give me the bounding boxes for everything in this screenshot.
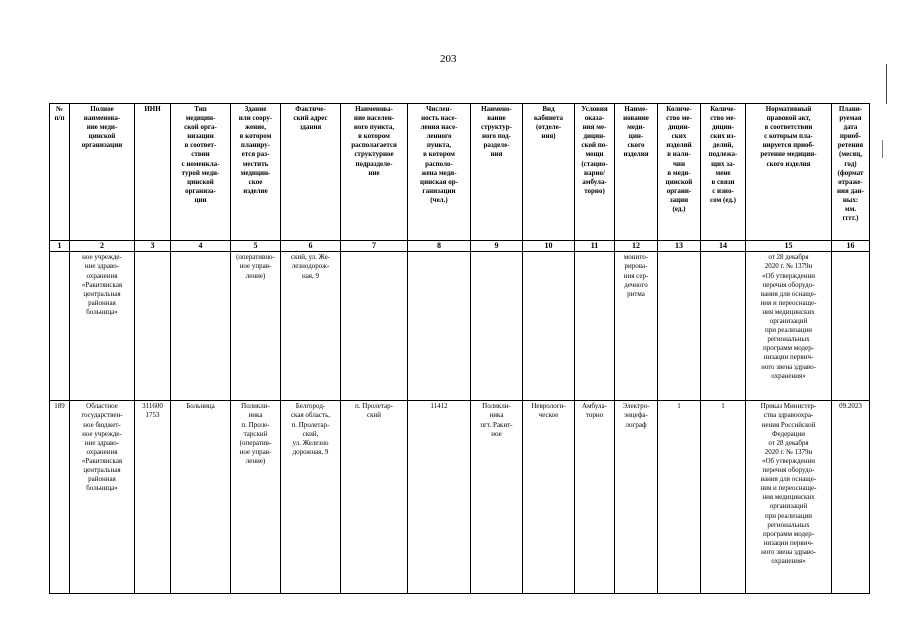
column-number: 16 xyxy=(832,241,870,252)
table-cell xyxy=(575,252,615,401)
table-cell xyxy=(341,252,408,401)
table-cell: ский, ул. Же- лезнодорож- ная, 9 xyxy=(281,252,341,401)
column-number: 8 xyxy=(408,241,471,252)
table-cell xyxy=(408,252,471,401)
column-number-row xyxy=(50,241,870,252)
table-cell: Поликли- ника пгт. Ракит- ное xyxy=(471,401,523,594)
scan-edge-mark xyxy=(886,64,887,104)
table-cell: 311600 1753 xyxy=(135,401,171,594)
column-number: 6 xyxy=(281,241,341,252)
table-cell xyxy=(832,252,870,401)
table-cell: монито- рирова- ния сер- дечного ритма xyxy=(615,252,658,401)
header-cell: Здание или соору- жение, в котором планиру- ется раз- местить медицин- ское изделие xyxy=(231,104,281,241)
table-cell: 11412 xyxy=(408,401,471,594)
column-number: 5 xyxy=(231,241,281,252)
column-number: 1 xyxy=(50,241,70,252)
table-cell: (оперативно- ное управ- ление) xyxy=(231,252,281,401)
table-cell: 189 xyxy=(50,401,70,594)
header-cell: Количе- ство ме- дицин- ских изделий в нали- чии в меди- цинской органи- зации (ед.) xyxy=(658,104,701,241)
table-cell: Приказ Министер- ства здравоохра- нения Российской Федерации от 28 декабря 2020 г. № 1379н «Об утверждении перечня оборудо- вания для оснаще- ния и переоснаще- ния медицинских организаций при реализации региональных программ модер- низации первич- ного звена здраво- охранения» xyxy=(746,401,832,594)
header-cell: Полное наименова- ние меди- цинской организации xyxy=(70,104,135,241)
header-cell: Наименова- ние населен- ного пункта, в котором располагается структурное подразделе- ние xyxy=(341,104,408,241)
table-cell: п. Пролетар- ский xyxy=(341,401,408,594)
header-cell: Условия оказа- ния ме- дицин- ской по- мощи (стацио- нарно/ амбула- торно) xyxy=(575,104,615,241)
column-number: 9 xyxy=(471,241,523,252)
column-number: 11 xyxy=(575,241,615,252)
table-cell: Электро- энцефа- лограф xyxy=(615,401,658,594)
table-cell: 1 xyxy=(701,401,746,594)
column-number: 10 xyxy=(523,241,575,252)
column-number: 4 xyxy=(171,241,231,252)
table-cell: Больница xyxy=(171,401,231,594)
table-cell: Областное государствен- ное бюджет- ное учрежде- ние здраво- охранения «Ракитянская центральная районная больница» xyxy=(70,401,135,594)
page-number: 203 xyxy=(440,53,457,65)
table-cell xyxy=(135,252,171,401)
scan-edge-mark xyxy=(882,140,883,158)
table-row-continuation xyxy=(50,252,870,401)
table-cell xyxy=(171,252,231,401)
column-number: 3 xyxy=(135,241,171,252)
header-cell: № п/п xyxy=(50,104,70,241)
header-row xyxy=(50,104,870,241)
header-cell: ИНН xyxy=(135,104,171,241)
header-cell: Количе- ство ме- дицин- ских из- делий, подлежа- щих за- мене в связи с изно- сом (ед.) xyxy=(701,104,746,241)
header-cell: Наимено- вание структур- ного под- разделе- ния xyxy=(471,104,523,241)
column-number: 14 xyxy=(701,241,746,252)
table-cell: 1 xyxy=(658,401,701,594)
header-cell: Плани- руемая дата приоб- ретения (месяц, год) (формат отраже- ния дан- ных: мм. гггг.) xyxy=(832,104,870,241)
table-cell: Неврологи- ческое xyxy=(523,401,575,594)
header-cell: Нормативный правовой акт, в соответствии с которым пла- нируется приоб- ретение медицин- ского изделия xyxy=(746,104,832,241)
table-cell xyxy=(523,252,575,401)
column-number: 7 xyxy=(341,241,408,252)
table-cell xyxy=(50,252,70,401)
table-cell xyxy=(658,252,701,401)
table-cell xyxy=(471,252,523,401)
column-number: 13 xyxy=(658,241,701,252)
column-number: 12 xyxy=(615,241,658,252)
table-cell: Белгород- ская область, п. Пролетар- ский, ул. Железно дорожная, 9 xyxy=(281,401,341,594)
header-cell: Числен- ность насе- ления насе- ленного пункта, в котором располо- жена меди- цинская ор- ганизации (чел.) xyxy=(408,104,471,241)
table-cell: ное учрежде- ние здраво- охранения «Ракитянская центральная районная больница» xyxy=(70,252,135,401)
column-number: 15 xyxy=(746,241,832,252)
header-cell: Наиме- нование меди- цин- ского изделия xyxy=(615,104,658,241)
table-cell: Поликли- ника п. Проле- тарский (оператив- ное управ- ление) xyxy=(231,401,281,594)
header-cell: Тип медицин- ской орга- низации в соответ- ствии с номенкла- турой меди- цинской организа- ции xyxy=(171,104,231,241)
equipment-table xyxy=(49,103,870,594)
table-cell xyxy=(701,252,746,401)
table-cell: от 28 декабря 2020 г. № 1379н «Об утверждении перечня оборудо- вания для оснаще- ния и переоснаще- ния медицинских организаций при реализации региональных программ модер- низации первич- ного звена здраво- охранения» xyxy=(746,252,832,401)
header-cell: Вид кабинета (отделе- ния) xyxy=(523,104,575,241)
column-number: 2 xyxy=(70,241,135,252)
table-row-189 xyxy=(50,401,870,594)
table-cell: Амбула- торно xyxy=(575,401,615,594)
header-cell: Фактиче- ский адрес здания xyxy=(281,104,341,241)
table-cell: 09.2023 xyxy=(832,401,870,594)
